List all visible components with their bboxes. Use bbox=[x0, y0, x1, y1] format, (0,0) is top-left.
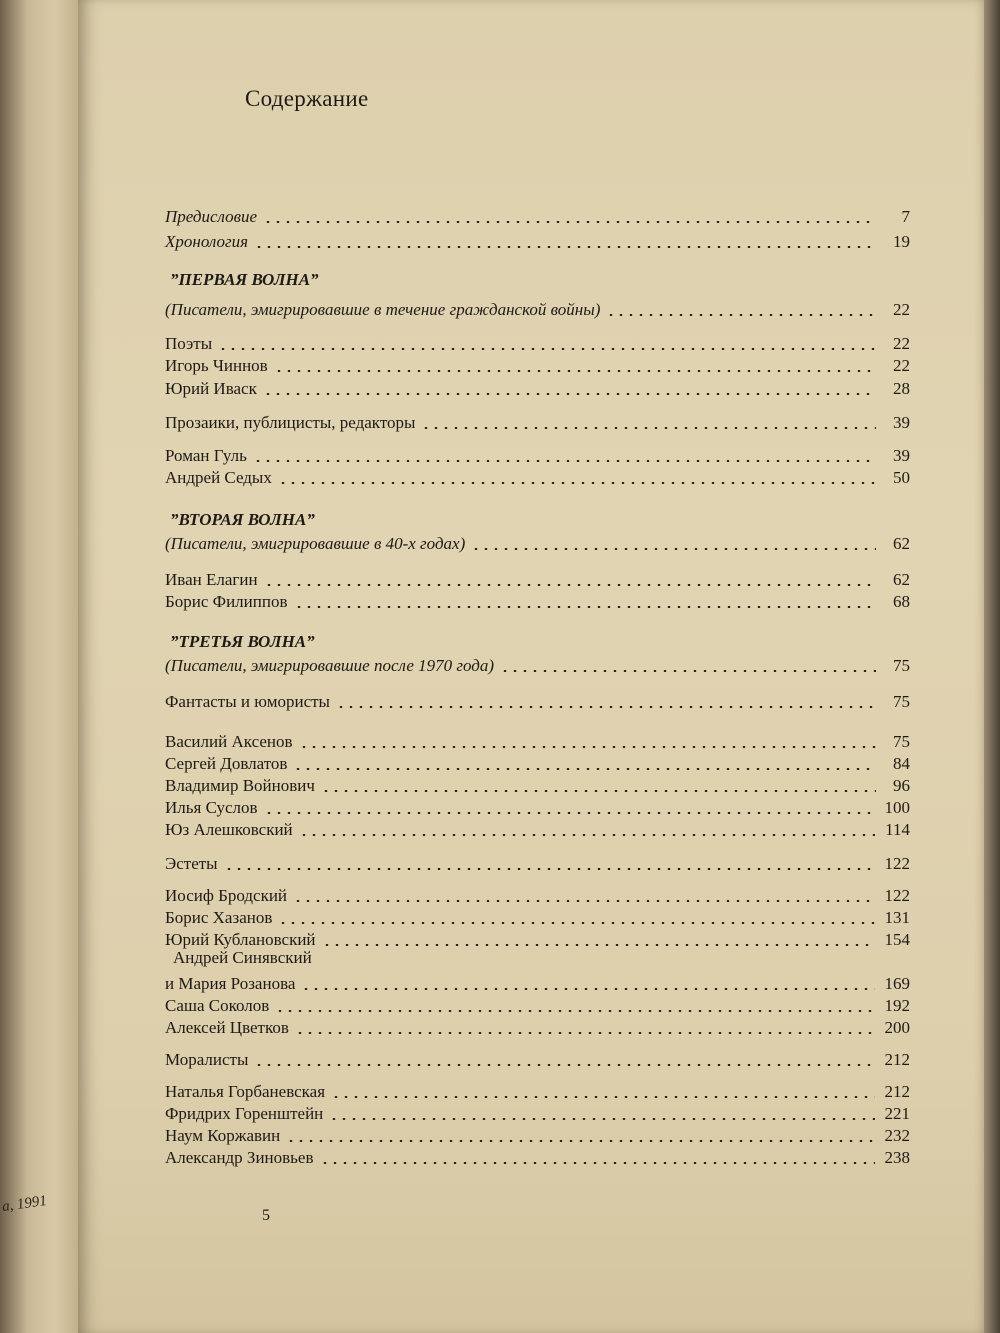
dot-leader bbox=[264, 812, 875, 814]
dot-leader bbox=[321, 790, 876, 792]
section-heading-second-wave: ”ВТОРАЯ ВОЛНА” bbox=[170, 510, 315, 529]
dot-leader bbox=[606, 314, 876, 316]
dot-leader bbox=[299, 746, 877, 748]
toc-entry[interactable]: Саша Соколов 192 bbox=[165, 996, 910, 1015]
toc-entry-multiline-first[interactable]: Андрей Синявский bbox=[173, 948, 312, 967]
dot-leader bbox=[500, 670, 876, 672]
toc-entry[interactable]: Борис Хазанов 131 bbox=[165, 908, 910, 927]
dot-leader bbox=[264, 584, 876, 586]
section-heading-third-wave: ”ТРЕТЬЯ ВОЛНА” bbox=[170, 632, 315, 651]
toc-entry[interactable]: Наталья Горбаневская 212 bbox=[165, 1082, 910, 1101]
dot-leader bbox=[471, 548, 876, 550]
dot-leader bbox=[224, 868, 875, 870]
page-title: Содержание bbox=[245, 86, 369, 111]
dot-leader bbox=[263, 221, 876, 223]
left-edge-text: а, 1991 bbox=[1, 1192, 48, 1216]
toc-entry[interactable]: Андрей Седых 50 bbox=[165, 468, 910, 487]
dot-leader bbox=[293, 900, 874, 902]
toc-entry-subsection[interactable]: Моралисты 212 bbox=[165, 1050, 910, 1069]
dot-leader bbox=[263, 393, 876, 395]
toc-entry[interactable]: Наум Коржавин 232 bbox=[165, 1126, 910, 1145]
dot-leader bbox=[336, 706, 876, 708]
toc-entry[interactable]: Юрий Иваск 28 bbox=[165, 379, 910, 398]
toc-entry-subsection[interactable]: Поэты 22 bbox=[165, 334, 910, 353]
dot-leader bbox=[218, 348, 876, 350]
section-heading-first-wave: ”ПЕРВАЯ ВОЛНА” bbox=[170, 270, 319, 289]
toc-entry[interactable]: Игорь Чиннов 22 bbox=[165, 356, 910, 375]
toc-entry-subsection[interactable]: Эстеты 122 bbox=[165, 854, 910, 873]
toc-entry-section-note[interactable]: (Писатели, эмигрировавшие после 1970 года) 75 bbox=[165, 656, 910, 675]
dot-leader bbox=[278, 922, 874, 924]
toc-entry[interactable]: Александр Зиновьев 238 bbox=[165, 1148, 910, 1167]
dot-leader bbox=[331, 1096, 874, 1098]
toc-entry[interactable]: Иосиф Бродский 122 bbox=[165, 886, 910, 905]
toc-entry[interactable]: Алексей Цветков 200 bbox=[165, 1018, 910, 1037]
dot-leader bbox=[421, 427, 876, 429]
dot-leader bbox=[294, 606, 877, 608]
toc-entry-section-note[interactable]: (Писатели, эмигрировавшие в 40-х годах) 62 bbox=[165, 534, 910, 553]
toc-entry[interactable]: Фридрих Горенштейн 221 bbox=[165, 1104, 910, 1123]
toc-entry[interactable]: Роман Гуль 39 bbox=[165, 446, 910, 465]
toc-entry[interactable]: Сергей Довлатов 84 bbox=[165, 754, 910, 773]
toc-entry-subsection[interactable]: Фантасты и юмористы 75 bbox=[165, 692, 910, 711]
dot-leader bbox=[322, 944, 875, 946]
toc-entry[interactable]: Борис Филиппов 68 bbox=[165, 592, 910, 611]
dot-leader bbox=[301, 988, 874, 990]
toc-entry-preface[interactable]: Предисловие 7 bbox=[165, 207, 910, 226]
dot-leader bbox=[254, 1064, 874, 1066]
dot-leader bbox=[254, 246, 876, 248]
dot-leader bbox=[299, 834, 875, 836]
toc-entry-section-note[interactable]: (Писатели, эмигрировавшие в течение гражданской войны) 22 bbox=[165, 300, 910, 319]
toc-entry[interactable]: Юз Алешковский 114 bbox=[165, 820, 910, 839]
dot-leader bbox=[253, 460, 876, 462]
dot-leader bbox=[320, 1162, 875, 1164]
dot-leader bbox=[293, 768, 876, 770]
toc-entry[interactable]: Илья Суслов 100 bbox=[165, 798, 910, 817]
dot-leader bbox=[295, 1032, 875, 1034]
dot-leader bbox=[274, 370, 876, 372]
dot-leader bbox=[278, 482, 876, 484]
toc-entry[interactable]: Юрий Кублановский 154 bbox=[165, 930, 910, 949]
toc-entry-subsection[interactable]: Прозаики, публицисты, редакторы 39 bbox=[165, 413, 910, 432]
toc-entry[interactable]: Иван Елагин 62 bbox=[165, 570, 910, 589]
toc-entry[interactable]: Василий Аксенов 75 bbox=[165, 732, 910, 751]
page-number: 5 bbox=[262, 1207, 270, 1224]
dot-leader bbox=[275, 1010, 874, 1012]
dot-leader bbox=[286, 1140, 874, 1142]
toc-entry-chronology[interactable]: Хронология 19 bbox=[165, 232, 910, 251]
toc-entry[interactable]: и Мария Розанова 169 bbox=[165, 974, 910, 993]
toc-entry[interactable]: Владимир Войнович 96 bbox=[165, 776, 910, 795]
dot-leader bbox=[329, 1118, 874, 1120]
